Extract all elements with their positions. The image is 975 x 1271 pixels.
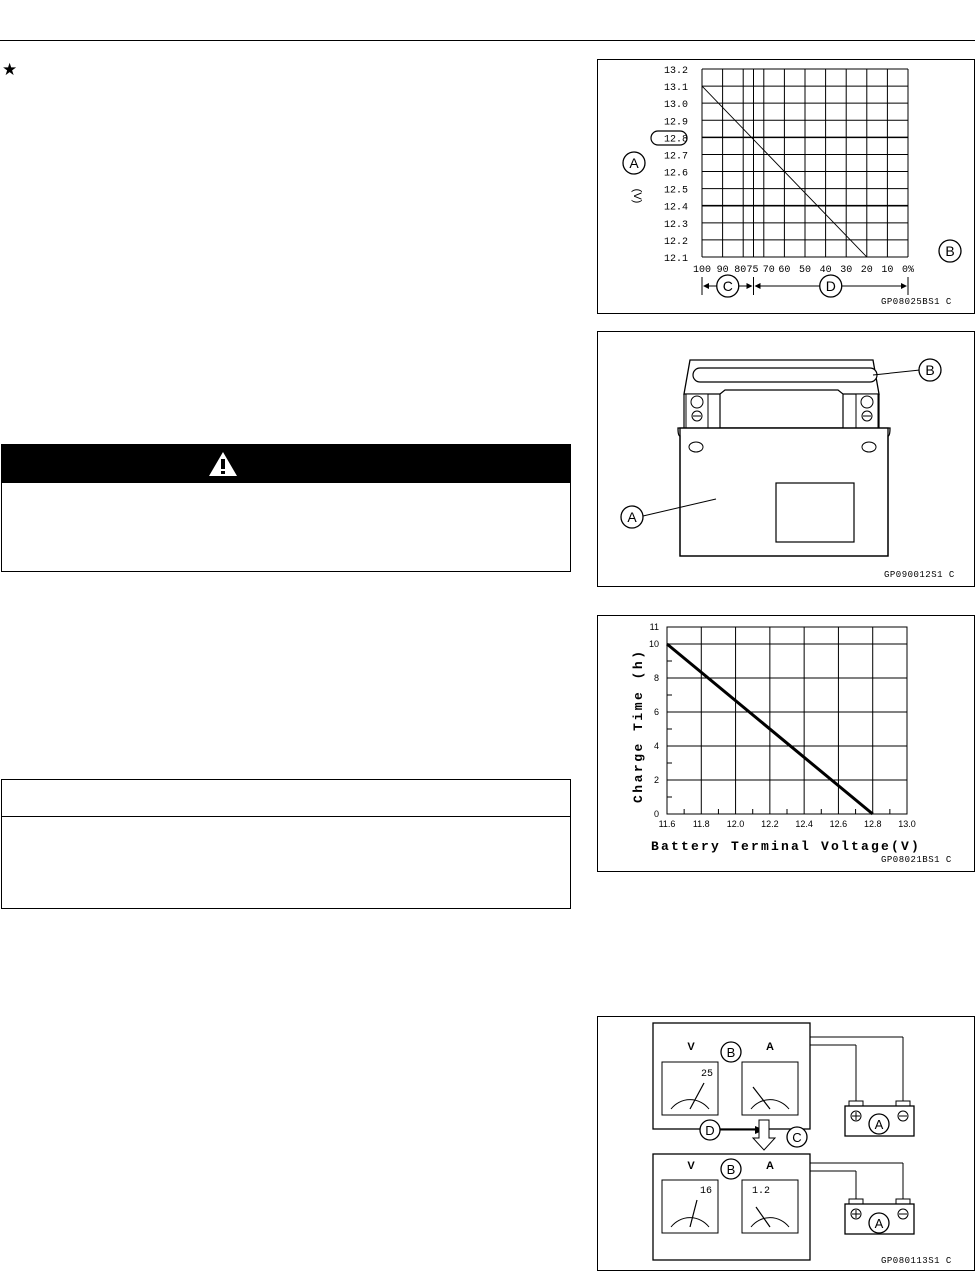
y-tick-label: 13.1	[663, 83, 688, 95]
battery-top	[845, 1101, 914, 1136]
y-tick-label: 6	[653, 707, 659, 717]
battery-hole-right	[862, 442, 876, 452]
range-label-d: D	[825, 278, 836, 294]
y-tick-label: 12.1	[663, 254, 688, 265]
voltage-chart-svg	[598, 60, 974, 313]
x-tick-label: 70	[762, 265, 775, 276]
y-tick-label: 2	[653, 775, 659, 785]
callout-b-text: B	[925, 362, 935, 378]
meter-diagram-svg	[598, 1017, 974, 1270]
bullet-star-icon: ★	[2, 60, 18, 79]
x-tick-label: 40	[819, 265, 832, 276]
y-tick-label: 13.2	[663, 66, 688, 77]
y-tick-label: 4	[653, 741, 659, 751]
terminal-left	[686, 394, 708, 428]
a-label: A	[766, 1160, 774, 1172]
figure-code: GP080113S1 C	[881, 1256, 952, 1266]
x-tick-label: 30	[840, 265, 853, 276]
x-tick-label: 75	[746, 265, 759, 276]
x-tick-label: 13.0	[898, 819, 916, 829]
battery-lid-slot	[693, 368, 877, 382]
x-tick-label: 12.0	[726, 819, 745, 829]
label-b-text: B	[726, 1162, 736, 1177]
y-tick-label: 10	[648, 639, 659, 649]
x-tick-label: 20	[860, 265, 873, 276]
x-tick-label: 100	[692, 265, 712, 276]
y-unit-label: (V)	[631, 188, 643, 204]
label-b-text: B	[726, 1045, 736, 1060]
range-arrowhead	[747, 283, 753, 289]
ammeter-value: 1.2	[751, 1186, 771, 1197]
x-tick-label: 11.6	[658, 819, 676, 829]
y-tick-label: 11	[649, 622, 659, 632]
warning-triangle-icon	[208, 451, 238, 477]
voltmeter-value: 25	[700, 1069, 714, 1080]
x-tick-label: 10	[881, 265, 894, 276]
x-tick-label: 50	[798, 265, 812, 276]
x-tick-label: 12.4	[795, 819, 813, 829]
header-rule	[0, 40, 975, 41]
figure-code: GP090012S1 C	[884, 570, 955, 580]
figure-meter-diagram	[597, 1016, 975, 1271]
warning-box	[1, 444, 571, 572]
y-tick-label: 12.3	[663, 219, 688, 231]
v-label: V	[687, 1041, 695, 1053]
battery-hole-left	[689, 442, 703, 452]
y-tick-label: 12.7	[663, 151, 688, 163]
x-tick-label: 12.6	[829, 819, 848, 829]
warning-header	[2, 445, 570, 483]
battery-label-panel	[776, 483, 854, 542]
a-label: A	[766, 1041, 774, 1053]
label-d-text: D	[705, 1123, 715, 1138]
plot-frame	[667, 627, 907, 814]
range-arrowhead	[703, 283, 709, 289]
callout-b-line	[873, 370, 920, 375]
range-arrowhead	[901, 283, 907, 289]
range-arrowhead	[755, 283, 761, 289]
callout-a-text: A	[627, 509, 637, 525]
y-tick-label: 12.8	[663, 134, 688, 146]
y-tick-label: 12.6	[663, 168, 688, 180]
ammeter-face	[742, 1062, 798, 1115]
y-tick-label: 12.4	[663, 202, 688, 214]
figure-code: GP08025BS1 C	[881, 297, 952, 307]
y-axis-label: Charge Time (h)	[631, 648, 646, 803]
charge-time-chart-svg	[598, 616, 974, 871]
x-axis-label: Battery Terminal Voltage(V)	[651, 839, 922, 854]
y-tick-label: 8	[653, 673, 659, 683]
x-tick-label: 90	[716, 265, 729, 276]
battery-lid-lip	[720, 390, 843, 428]
figure-battery	[597, 331, 975, 587]
battery-label-text: A	[874, 1216, 884, 1231]
x-tick-label: 12.2	[761, 819, 779, 829]
voltmeter-value: 16	[699, 1186, 713, 1197]
figure-voltage-chart	[597, 59, 975, 314]
battery-drawing-svg	[598, 332, 974, 586]
y-tick-label: 12.2	[663, 236, 688, 248]
x-tick-label: 12.8	[863, 819, 882, 829]
x-tick-label: 60	[778, 265, 791, 276]
figure-charge-time-chart	[597, 615, 975, 872]
battery-bottom	[845, 1199, 914, 1234]
x-tick-label: 0%	[901, 265, 915, 276]
y-tick-label: 12.5	[663, 185, 688, 197]
notice-header	[2, 780, 570, 817]
x-tick-label: 11.8	[692, 819, 710, 829]
v-label: V	[687, 1160, 695, 1172]
figure-code: GP08021BS1 C	[881, 855, 952, 865]
y-tick-label: 12.9	[663, 117, 688, 129]
terminal-right	[856, 394, 878, 428]
label-c-text: C	[792, 1130, 802, 1145]
x-tick-label: 80	[734, 265, 747, 276]
label-b-text: B	[945, 243, 955, 259]
battery-label-text: A	[874, 1117, 884, 1132]
label-a-text: A	[629, 155, 639, 171]
y-tick-label: 13.0	[663, 100, 688, 112]
notice-box	[1, 779, 571, 909]
y-tick-label: 0	[653, 809, 659, 819]
range-label-c: C	[722, 278, 733, 294]
